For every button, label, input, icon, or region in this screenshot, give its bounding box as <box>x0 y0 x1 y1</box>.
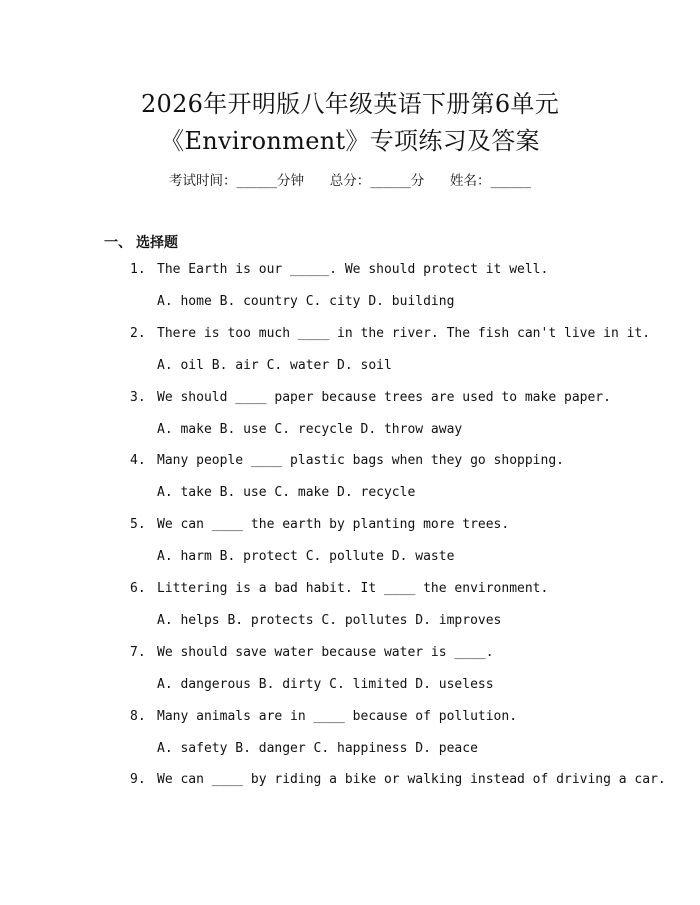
question-number: 2. <box>130 325 146 341</box>
question-text: The Earth is our _____. We should protect it well. <box>157 262 549 277</box>
question-8-options: A. safety B. danger C. happiness D. peace <box>157 740 478 756</box>
question-text: Many animals are in ____ because of pollution. <box>157 708 518 724</box>
question-5 <box>130 517 509 532</box>
question-1-options: A. home B. country C. city D. building <box>157 294 455 309</box>
question-text: We should save water because water is ____. <box>157 644 494 660</box>
question-8 <box>130 709 517 724</box>
question-2 <box>130 326 650 341</box>
question-6-options: A. helps B. protects C. pollutes D. improves <box>157 613 502 628</box>
section-heading <box>104 232 178 252</box>
section-label: 选择题 <box>136 235 178 251</box>
question-number: 4. <box>130 453 146 469</box>
question-number: 3. <box>130 389 146 405</box>
question-4 <box>130 453 564 468</box>
question-text: Littering is a bad habit. It ____ the environment. <box>157 581 549 596</box>
question-1 <box>130 262 548 277</box>
question-text: Many people ____ plastic bags when they go shopping. <box>157 453 564 469</box>
question-6 <box>130 581 548 596</box>
question-2-options: A. oil B. air C. water D. soil <box>157 357 392 373</box>
document-title-line-1: 2026年开明版八年级英语下册第6单元 <box>140 90 560 118</box>
question-number: 9. <box>130 772 146 788</box>
question-number: 6. <box>130 581 146 596</box>
question-number: 8. <box>130 708 146 724</box>
section-number: 一、 <box>104 235 132 251</box>
question-7-options: A. dangerous B. dirty C. limited D. useless <box>157 676 494 692</box>
question-text: There is too much ____ in the river. The fish can't live in it. <box>157 325 651 341</box>
question-3 <box>130 390 611 405</box>
question-7 <box>130 645 494 660</box>
question-text: We should ____ paper because trees are used to make paper. <box>157 389 611 405</box>
document-title-line-2: 《Environment》专项练习及答案 <box>160 127 540 155</box>
exam-info-line: 考试时间：______分钟 总分：______分 姓名：______ <box>169 173 531 189</box>
question-number: 5. <box>130 517 146 533</box>
question-3-options: A. make B. use C. recycle D. throw away <box>157 421 463 437</box>
question-text: We can ____ the earth by planting more trees. <box>157 517 510 533</box>
question-4-options: A. take B. use C. make D. recycle <box>157 485 416 501</box>
question-9 <box>130 772 666 787</box>
question-text: We can ____ by riding a bike or walking instead of driving a car. <box>157 772 666 788</box>
question-5-options: A. harm B. protect C. pollute D. waste <box>157 549 455 565</box>
question-number: 1. <box>130 262 146 277</box>
question-number: 7. <box>130 644 146 660</box>
